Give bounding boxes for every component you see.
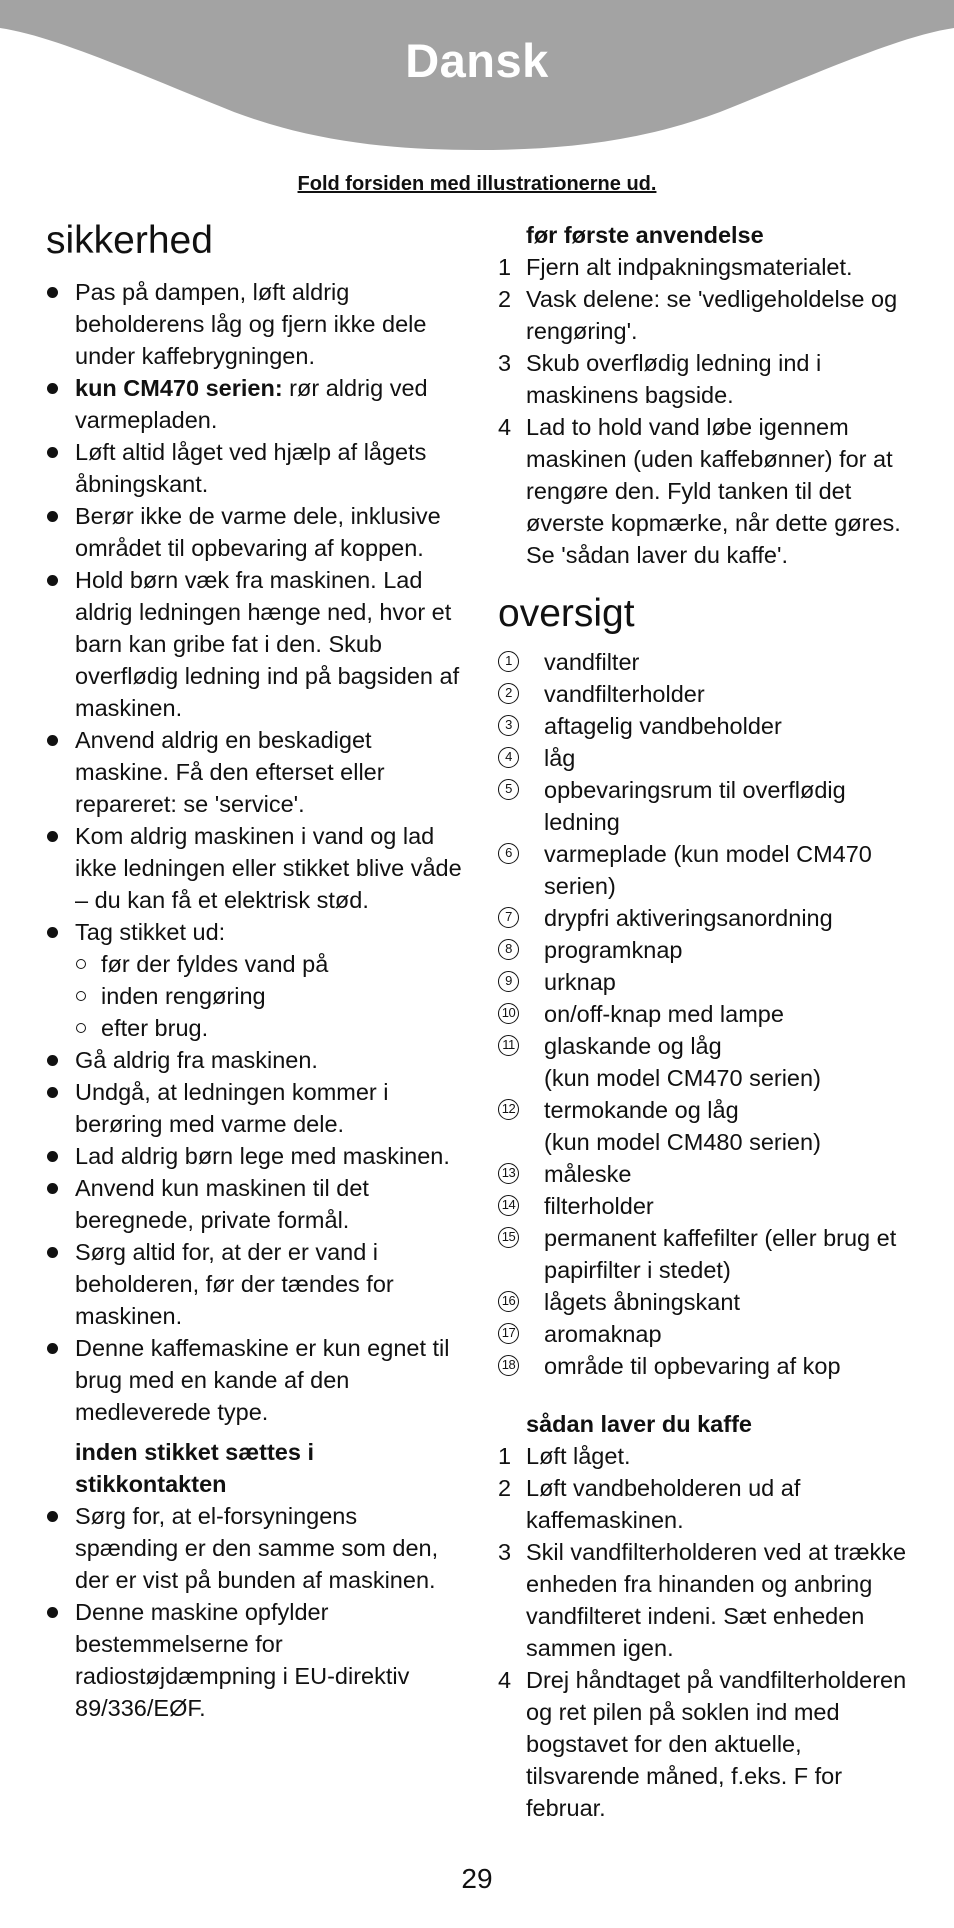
left-column xyxy=(46,219,466,1724)
step-number: 4 xyxy=(498,1667,512,1693)
safety-item: Gå aldrig fra maskinen. xyxy=(46,1044,466,1076)
step-item: 4 Lad to hold vand løbe igennem maskinen (uden kaffebønner) for at rengøre den. Fyld tanken til det øverste kopmærke, når dette gøres. Se 'sådan laver du kaffe'. xyxy=(498,411,918,571)
step-item: 3 Skub overflødig ledning ind i maskinens bagside. xyxy=(498,347,918,411)
first-use-heading: før første anvendelse xyxy=(526,222,764,248)
safety-item: Løft altid låget ved hjælp af lågets åbningskant. xyxy=(46,436,466,500)
part-number-circle: 3 xyxy=(498,715,519,736)
part-number-circle: 18 xyxy=(498,1355,519,1376)
step-number: 4 xyxy=(498,414,512,440)
part-item: 12 termokande og låg (kun model CM480 serien) xyxy=(498,1094,918,1158)
plug-item: Denne maskine opfylder bestemmelserne for radiostøjdæmpning i EU-direktiv 89/336/EØF. xyxy=(46,1596,466,1724)
part-number-circle: 8 xyxy=(498,939,519,960)
right-column xyxy=(498,219,918,1824)
part-number-circle: 10 xyxy=(498,1003,519,1024)
step-item: 3 Skil vandfilterholderen ved at trække enheden fra hinanden og anbring vandfilteret indeni. Sæt enheden sammen igen. xyxy=(498,1536,918,1664)
safety-title: sikkerhed xyxy=(46,219,213,262)
step-number: 2 xyxy=(498,286,512,312)
plug-heading: inden stikket sættes i stikkontakten xyxy=(75,1439,314,1497)
safety-item: Hold børn væk fra maskinen. Lad aldrig ledningen hænge ned, hvor et barn kan gribe fat i den. Skub overflødig ledning ind på bagsiden af maskinen. xyxy=(46,564,466,724)
parts-list xyxy=(498,646,918,1382)
part-item: 10 on/off-knap med lampe xyxy=(498,998,918,1030)
part-number-circle: 14 xyxy=(498,1195,519,1216)
part-item: 2 vandfilterholder xyxy=(498,678,918,710)
part-item: 14 filterholder xyxy=(498,1190,918,1222)
part-number-circle: 9 xyxy=(498,971,519,992)
part-number-circle: 16 xyxy=(498,1291,519,1312)
part-number-circle: 13 xyxy=(498,1163,519,1184)
part-number-circle: 6 xyxy=(498,843,519,864)
part-number-circle: 5 xyxy=(498,779,519,800)
step-item: 2 Løft vandbeholderen ud af kaffemaskinen. xyxy=(498,1472,918,1536)
step-item: 1 Fjern alt indpakningsmaterialet. xyxy=(498,251,918,283)
overview-title: oversigt xyxy=(498,592,635,635)
safety-item: Denne kaffemaskine er kun egnet til brug med en kande af den medleverede type. xyxy=(46,1332,466,1428)
safety-item: Undgå, at ledningen kommer i berøring med varme dele. xyxy=(46,1076,466,1140)
step-number: 1 xyxy=(498,1443,512,1469)
part-number-circle: 17 xyxy=(498,1323,519,1344)
part-number-circle: 12 xyxy=(498,1099,519,1120)
step-item: 4 Drej håndtaget på vandfilterholderen og ret pilen på soklen ind med bogstavet for den aktuelle, tilsvarende måned, f.eks. F for februar. xyxy=(498,1664,918,1824)
page-number: 29 xyxy=(461,1863,493,1894)
part-item: 15 permanent kaffefilter (eller brug et papirfilter i stedet) xyxy=(498,1222,918,1286)
part-item: 6 varmeplade (kun model CM470 serien) xyxy=(498,838,918,902)
part-item: 3 aftagelig vandbeholder xyxy=(498,710,918,742)
part-number-circle: 1 xyxy=(498,651,519,672)
unplug-sublist xyxy=(75,948,466,1044)
part-number-circle: 11 xyxy=(498,1035,519,1056)
part-item: 17 aromaknap xyxy=(498,1318,918,1350)
part-number-circle: 2 xyxy=(498,683,519,704)
safety-item: Berør ikke de varme dele, inklusive området til opbevaring af koppen. xyxy=(46,500,466,564)
part-item: 1 vandfilter xyxy=(498,646,918,678)
part-item: 5 opbevaringsrum til overflødig ledning xyxy=(498,774,918,838)
make-coffee-steps xyxy=(498,1440,918,1824)
step-number: 2 xyxy=(498,1475,512,1501)
step-number: 3 xyxy=(498,350,512,376)
part-item: 4 låg xyxy=(498,742,918,774)
safety-item: Tag stikket ud: før der fyldes vand på inden rengøring efter brug. xyxy=(46,916,466,1044)
safety-item: kun CM470 serien: rør aldrig ved varmepladen. xyxy=(46,372,466,436)
part-number-circle: 7 xyxy=(498,907,519,928)
part-number-circle: 4 xyxy=(498,747,519,768)
plug-item: Sørg for, at el-forsyningens spænding er den samme som den, der er vist på bunden af maskinen. xyxy=(46,1500,466,1596)
part-item: 18 område til opbevaring af kop xyxy=(498,1350,918,1382)
fold-instruction: Fold forsiden med illustrationerne ud. xyxy=(297,173,657,195)
unplug-item: efter brug. xyxy=(75,1012,466,1044)
part-number-circle: 15 xyxy=(498,1227,519,1248)
first-use-steps xyxy=(498,251,918,571)
part-item: 16 lågets åbningskant xyxy=(498,1286,918,1318)
safety-item: Sørg altid for, at der er vand i beholderen, før der tændes for maskinen. xyxy=(46,1236,466,1332)
unplug-item: før der fyldes vand på xyxy=(75,948,466,980)
part-item: 11 glaskande og låg (kun model CM470 serien) xyxy=(498,1030,918,1094)
part-item: 7 drypfri aktiveringsanordning xyxy=(498,902,918,934)
make-coffee-heading: sådan laver du kaffe xyxy=(526,1411,752,1437)
safety-item-bold: kun CM470 serien: xyxy=(75,375,283,401)
plug-list xyxy=(46,1500,466,1724)
step-item: 1 Løft låget. xyxy=(498,1440,918,1472)
safety-item: Anvend aldrig en beskadiget maskine. Få den efterset eller repareret: se 'service'. xyxy=(46,724,466,820)
safety-item: Kom aldrig maskinen i vand og lad ikke ledningen eller stikket blive våde – du kan få et elektrisk stød. xyxy=(46,820,466,916)
part-item: 8 programknap xyxy=(498,934,918,966)
safety-list xyxy=(46,276,466,1428)
step-item: 2 Vask delene: se 'vedligeholdelse og rengøring'. xyxy=(498,283,918,347)
part-item: 9 urknap xyxy=(498,966,918,998)
step-number: 3 xyxy=(498,1539,512,1565)
unplug-item: inden rengøring xyxy=(75,980,466,1012)
safety-item: Pas på dampen, løft aldrig beholderens låg og fjern ikke dele under kaffebrygningen. xyxy=(46,276,466,372)
safety-item: Anvend kun maskinen til det beregnede, private formål. xyxy=(46,1172,466,1236)
safety-item: Lad aldrig børn lege med maskinen. xyxy=(46,1140,466,1172)
page-title: Dansk xyxy=(405,34,549,87)
part-item: 13 måleske xyxy=(498,1158,918,1190)
step-number: 1 xyxy=(498,254,512,280)
